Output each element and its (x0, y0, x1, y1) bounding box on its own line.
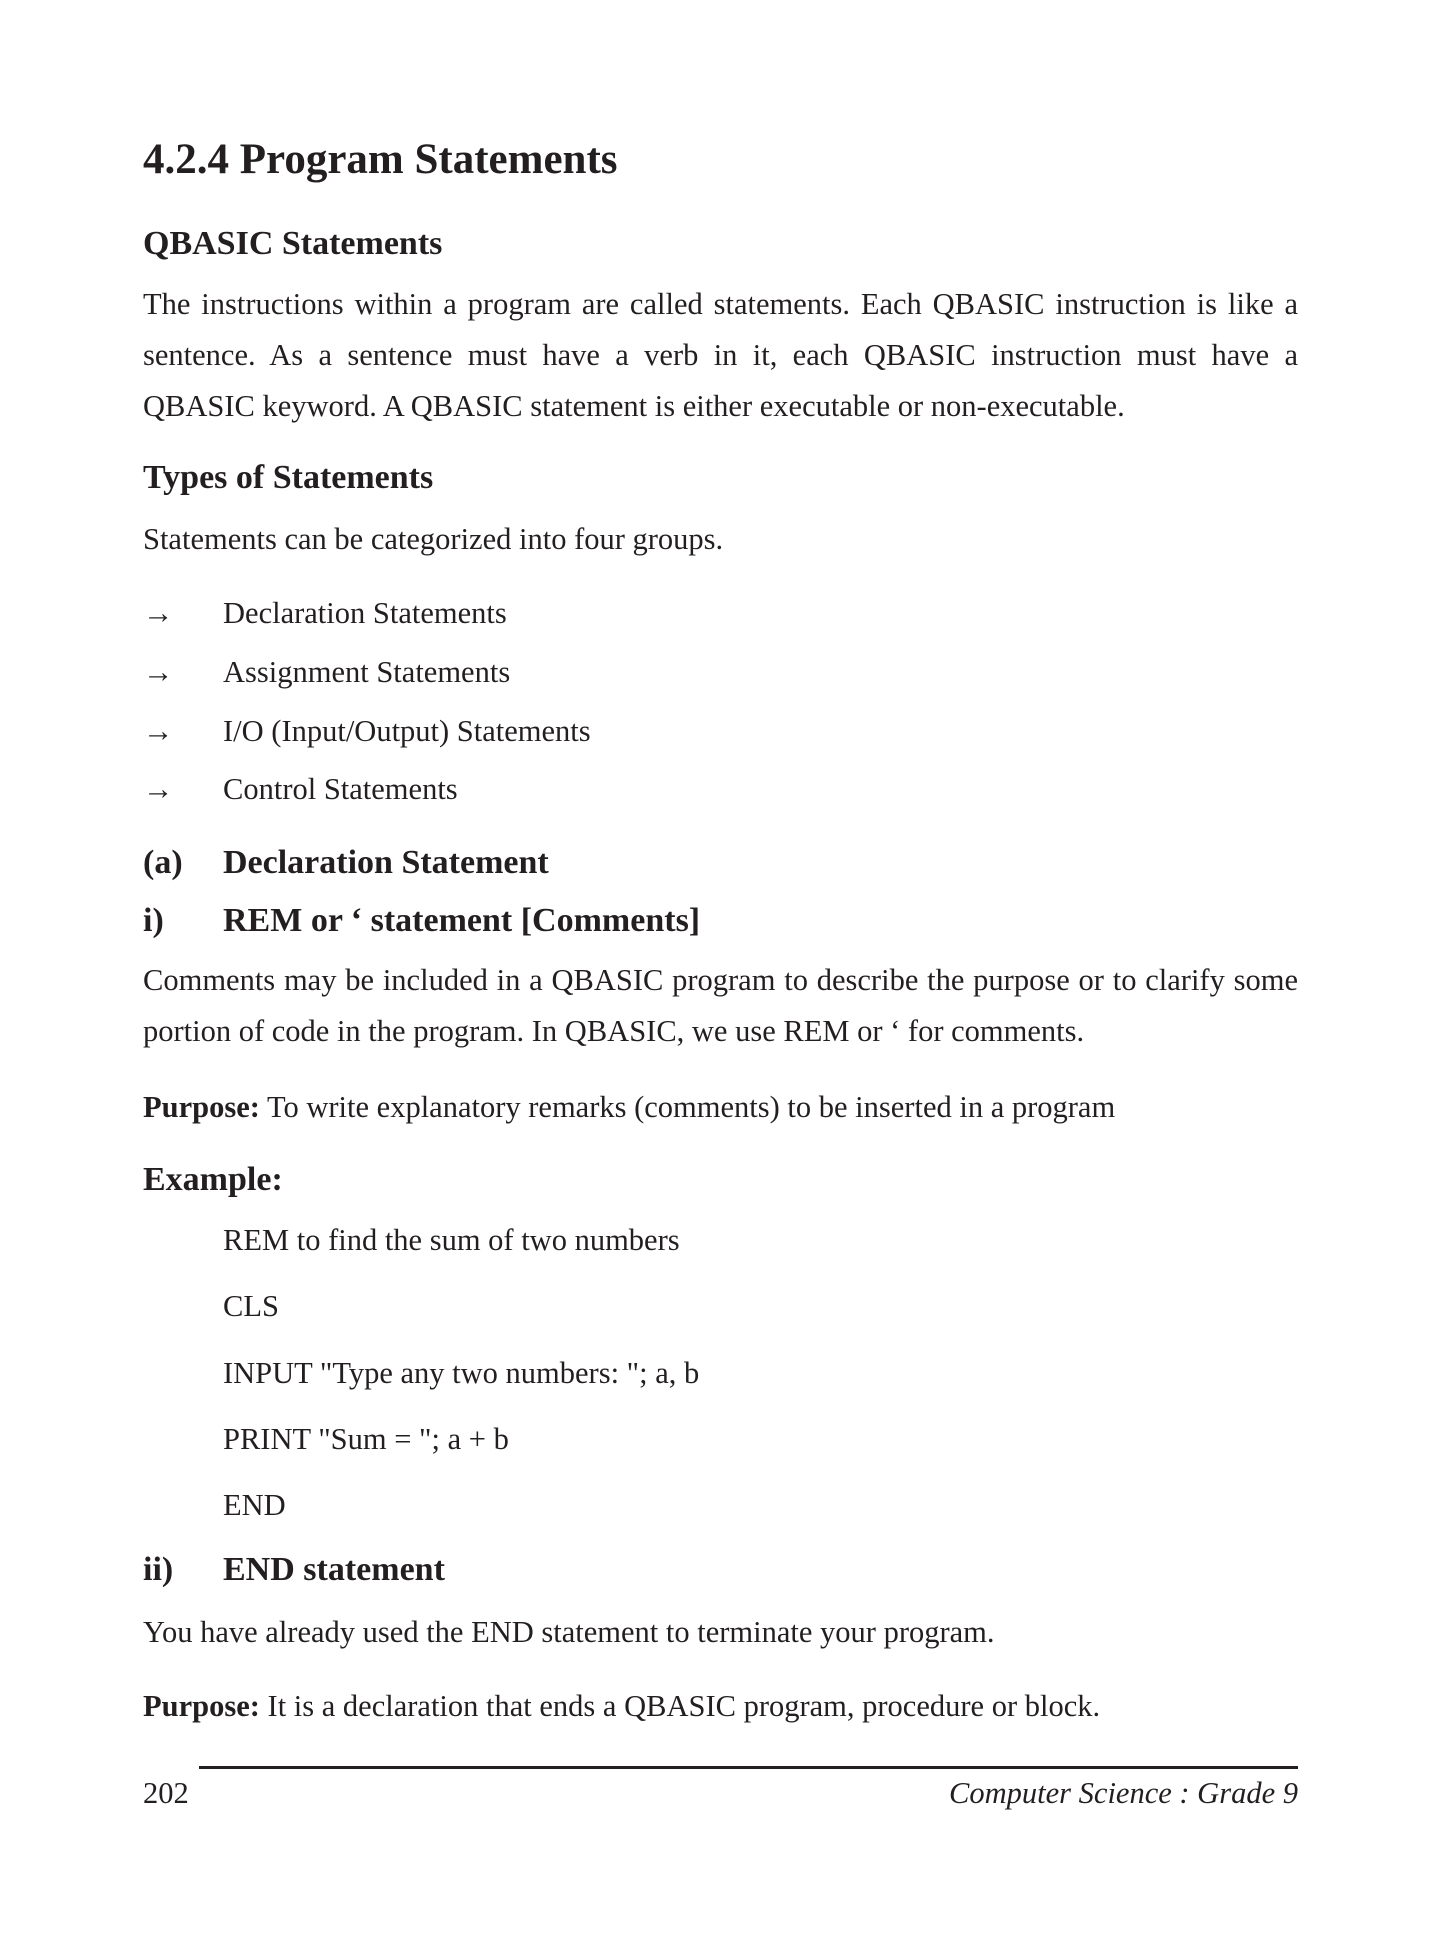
purpose-label: Purpose: (143, 1689, 260, 1723)
qbasic-heading: QBASIC Statements (143, 225, 443, 262)
example-heading: Example: (143, 1161, 283, 1198)
list-item-label: Declaration Statements (223, 596, 507, 630)
purpose-label: Purpose: (143, 1090, 260, 1124)
code-line: CLS (223, 1289, 279, 1323)
end-label: ii) (143, 1551, 174, 1588)
section-title: 4.2.4 Program Statements (143, 136, 618, 183)
code-line: INPUT "Type any two numbers: "; a, b (223, 1356, 700, 1390)
purpose-text: To write explanatory remarks (comments) to be inserted in a program (259, 1090, 1116, 1124)
list-item (143, 593, 843, 633)
arrow-icon: → (143, 596, 174, 630)
rem-title: REM or ‘ statement [Comments] (223, 902, 701, 939)
list-item-label: I/O (Input/Output) Statements (223, 714, 591, 748)
document-page (143, 0, 1298, 1938)
rem-label: i) (143, 902, 164, 939)
qbasic-paragraph: The instructions within a program are called statements. Each QBASIC instruction is like a sentence. As a sentence must have a verb in it, each QBASIC instruction must have a QBASIC keyword. A QBASIC statement is either executable or non-executable. (143, 287, 1298, 423)
list-item (143, 652, 843, 692)
declaration-heading (143, 842, 1043, 884)
arrow-icon: → (143, 714, 174, 748)
code-line: END (223, 1488, 286, 1522)
purpose-text: It is a declaration that ends a QBASIC program, procedure or block. (259, 1689, 1101, 1723)
rem-paragraph: Comments may be included in a QBASIC program to describe the purpose or to clarify some portion of code in the program. In QBASIC, we use REM or ‘ for comments. (143, 963, 1298, 1048)
arrow-icon: → (143, 772, 174, 806)
list-item (143, 711, 843, 751)
list-item-label: Control Statements (223, 772, 458, 806)
page-number: 202 (143, 1776, 189, 1810)
types-intro: Statements can be categorized into four groups. (143, 522, 724, 556)
list-item-label: Assignment Statements (223, 655, 511, 689)
code-line: REM to find the sum of two numbers (223, 1223, 680, 1257)
end-purpose (143, 1686, 1100, 1726)
end-heading (143, 1549, 1043, 1591)
arrow-icon: → (143, 655, 174, 689)
code-line: PRINT "Sum = "; a + b (223, 1422, 509, 1456)
list-item (143, 769, 843, 809)
end-title: END statement (223, 1551, 445, 1588)
declaration-label: (a) (143, 844, 183, 881)
rem-purpose (143, 1087, 1115, 1127)
declaration-title: Declaration Statement (223, 844, 549, 881)
book-title: Computer Science : Grade 9 (949, 1776, 1298, 1810)
end-paragraph: You have already used the END statement to terminate your program. (143, 1615, 995, 1649)
types-heading: Types of Statements (143, 459, 434, 496)
rem-heading (143, 900, 1043, 942)
footer-divider (199, 1766, 1298, 1769)
